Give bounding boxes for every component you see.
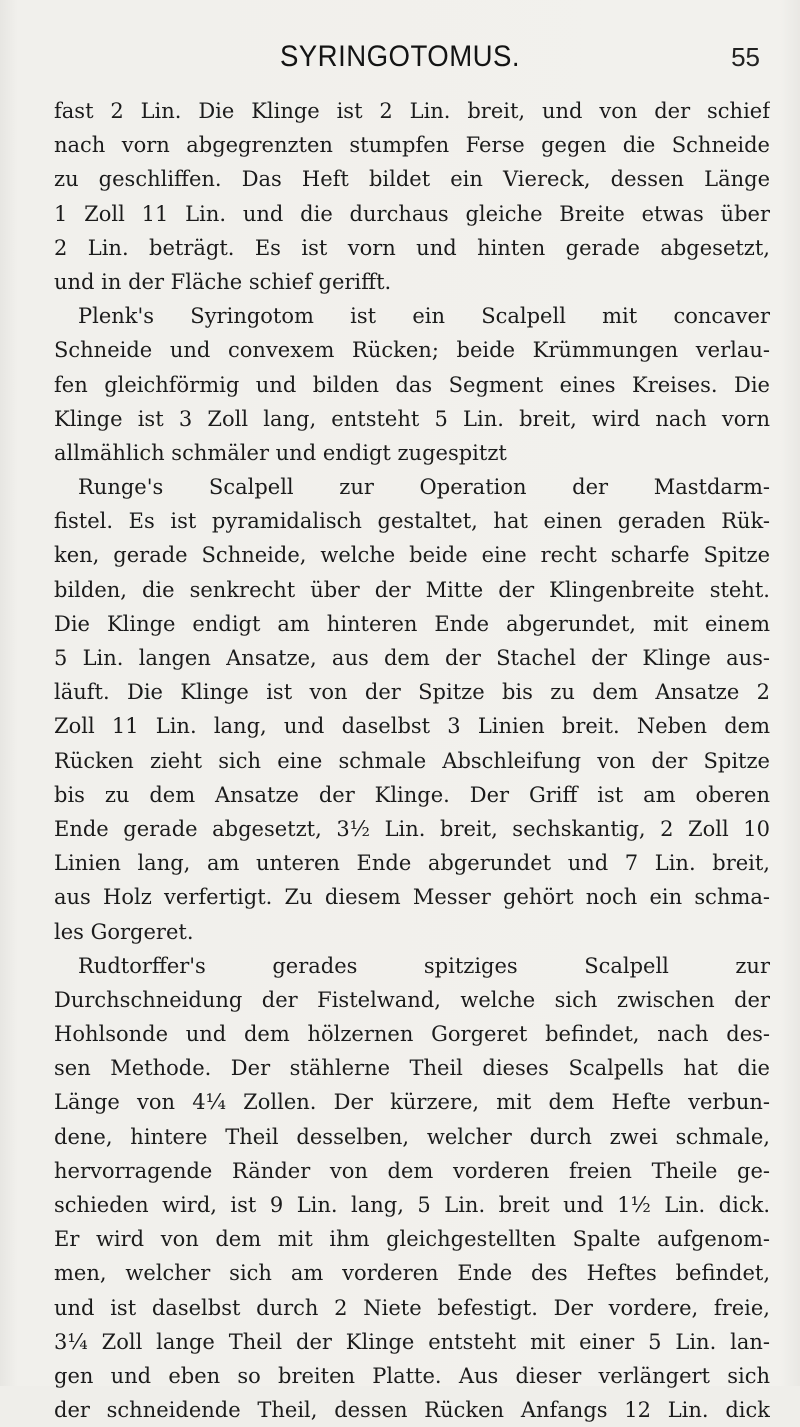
text-line: Länge von 4¼ Zollen. Der kürzere, mit dem Hefte verbun- (54, 1090, 770, 1115)
text-line: Zoll 11 Lin. lang, und daselbst 3 Linien breit. Neben dem (54, 714, 770, 739)
body-text (54, 94, 770, 1427)
text-line: Er wird von dem mit ihm gleichgestellten Spalte aufgenom- (54, 1227, 770, 1252)
text-line: allmählich schmäler und endigt zugespitzt (54, 440, 507, 465)
text-line: aus Holz verfertigt. Zu diesem Messer gehört noch ein schma- (54, 885, 770, 910)
text-line: läuft. Die Klinge ist von der Spitze bis zu dem Ansatze 2 (54, 680, 770, 705)
page-header (0, 40, 800, 80)
text-line: 5 Lin. langen Ansatze, aus dem der Stachel der Klinge aus- (54, 646, 770, 670)
text-line: 1 Zoll 11 Lin. und die durchaus gleiche Breite etwas über (54, 201, 770, 226)
text-line: fast 2 Lin. Die Klinge ist 2 Lin. breit, und von der schief (54, 99, 770, 123)
text-line: sen Methode. Der stählerne Theil dieses Scalpells hat die (54, 1056, 770, 1081)
text-line: fistel. Es ist pyramidalisch gestaltet, hat einen geraden Rük- (54, 509, 770, 534)
text-line: Rudtorffer's gerades spitziges Scalpell zur (78, 953, 770, 978)
text-line: Hohlsonde und dem hölzernen Gorgeret befindet, nach des- (54, 1022, 770, 1047)
text-line: gen und eben so breiten Platte. Aus dieser verlängert sich (54, 1363, 770, 1388)
text-line: nach vorn abgegrenzten stumpfen Ferse gegen die Schneide (54, 133, 770, 158)
text-line: men, welcher sich am vorderen Ende des Heftes befindet, (54, 1261, 770, 1286)
text-line: Durchschneidung der Fistelwand, welche sich zwischen der (54, 987, 770, 1012)
text-line: und in der Fläche schief gerifft. (54, 269, 392, 294)
text-line: Die Klinge endigt am hinteren Ende abgerundet, mit einem (54, 611, 770, 636)
text-line: Plenk's Syringotom ist ein Scalpell mit concaver (78, 304, 770, 329)
text-line: les Gorgeret. (54, 919, 194, 944)
text-line: hervorragende Ränder von dem vorderen freien Theile ge- (54, 1158, 770, 1183)
text-line: der schneidende Theil, dessen Rücken Anfangs 12 Lin. dick (54, 1398, 770, 1423)
text-line: zu geschliffen. Das Heft bildet ein Viereck, dessen Länge (54, 167, 770, 192)
text-line: Schneide und convexem Rücken; beide Krümmungen verlau- (54, 338, 770, 363)
text-line: 2 Lin. beträgt. Es ist vorn und hinten gerade abgesetzt, (54, 235, 770, 260)
text-line: Linien lang, am unteren Ende abgerundet und 7 Lin. breit, (54, 851, 770, 876)
text-line: dene, hintere Theil desselben, welcher durch zwei schmale, (54, 1124, 770, 1149)
text-line: bis zu dem Ansatze der Klinge. Der Griff ist am oberen (54, 782, 770, 807)
text-line: und ist daselbst durch 2 Niete befestigt. Der vordere, freie, (54, 1295, 770, 1320)
text-line: ken, gerade Schneide, welche beide eine recht scharfe Spitze (54, 543, 770, 568)
text-line: Ende gerade abgesetzt, 3½ Lin. breit, sechskantig, 2 Zoll 10 (54, 816, 770, 841)
page-number: 55 (731, 42, 760, 72)
text-line: fen gleichförmig und bilden das Segment eines Kreises. Die (54, 372, 770, 397)
text-line: Rücken zieht sich eine schmale Abschleifung von der Spitze (54, 748, 770, 773)
running-title: SYRINGOTOMUS. (279, 40, 521, 73)
text-line: bilden, die senkrecht über der Mitte der Klingenbreite steht. (54, 577, 770, 602)
text-line: Runge's Scalpell zur Operation der Mastdarm- (78, 475, 770, 500)
text-line: 3¼ Zoll lange Theil der Klinge entsteht mit einer 5 Lin. lan- (54, 1329, 770, 1354)
text-line: Klinge ist 3 Zoll lang, entsteht 5 Lin. breit, wird nach vorn (54, 406, 770, 431)
text-line: schieden wird, ist 9 Lin. lang, 5 Lin. breit und 1½ Lin. dick. (54, 1193, 770, 1217)
